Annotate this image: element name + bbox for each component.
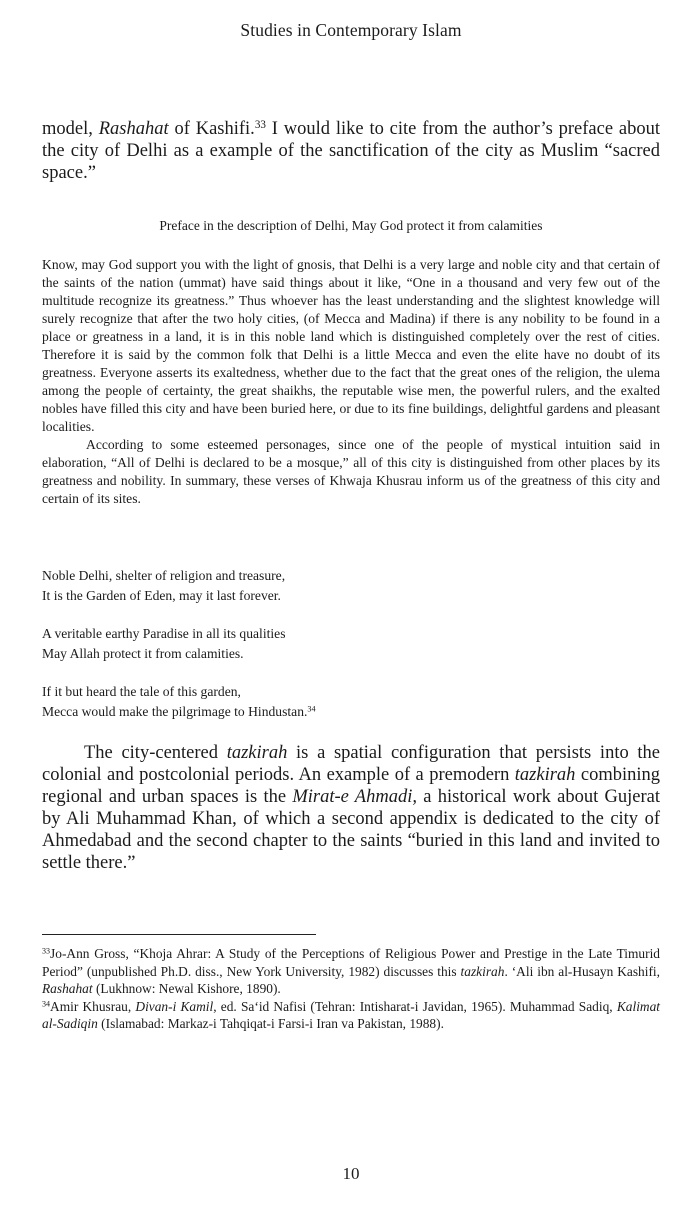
footnote-italic: Divan-i Kamil bbox=[135, 998, 214, 1014]
intro-paragraph bbox=[42, 118, 660, 184]
quote-title: Preface in the description of Delhi, May God protect it from calamities bbox=[159, 218, 543, 233]
verse-line: A veritable earthy Paradise in all its qualities bbox=[42, 626, 286, 641]
verse-line: If it but heard the tale of this garden, bbox=[42, 684, 241, 699]
footnote-number: 33 bbox=[42, 946, 51, 956]
footnotes bbox=[42, 945, 660, 1033]
closing-paragraph bbox=[42, 742, 660, 874]
footnote-italic: Kalimat al-Sadiqin bbox=[42, 998, 660, 1031]
closing-text: is a spatial configuration that persists into the colonial and postcolonial periods. An example of a premodern bbox=[42, 743, 660, 785]
quote-paragraph: According to some esteemed personages, since one of the people of mystical intuition said in elaboration, “All of Delhi is declared to be a mosque,” all of this city is distinguished from other places by its greatness and nobility. In summary, these verses of Khwaja Khusrau inform us of the greatness of this city and certain of its sites. bbox=[42, 437, 660, 506]
footnote-divider bbox=[42, 934, 316, 935]
footnote-33 bbox=[42, 945, 660, 998]
verse-stanza bbox=[42, 682, 316, 721]
footnote-text: (Lukhnow: Newal Kishore, 1890). bbox=[92, 981, 281, 996]
footnote-text: Amir Khusrau, bbox=[50, 998, 136, 1014]
book-page bbox=[42, 0, 660, 1220]
closing-text: combining regional and urban spaces is the bbox=[42, 765, 660, 807]
intro-text: model, bbox=[42, 119, 99, 139]
verse-line: It is the Garden of Eden, may it last forever. bbox=[42, 587, 281, 603]
closing-text: a historical work about Gujerat by Ali Muhammad Khan, of which a second appendix is dedicated to the city of Ahmedabad and the second chapter to the saints “buried in this land and invited to settle there.” bbox=[42, 787, 660, 873]
footnote-ref-33[interactable]: 33 bbox=[254, 118, 266, 131]
closing-italic-term: tazkirah bbox=[514, 765, 576, 785]
closing-italic-term: tazkirah bbox=[226, 743, 288, 763]
verse-line-text: Mecca would make the pilgrimage to Hindustan. bbox=[42, 703, 308, 719]
running-head: Studies in Contemporary Islam bbox=[240, 20, 462, 40]
intro-text: of Kashifi. bbox=[168, 119, 255, 139]
footnote-text: . ‘Ali ibn al-Husayn Kashifi, bbox=[504, 963, 660, 979]
quote-paragraph: Know, may God support you with the light of gnosis, that Delhi is a very large and noble city and that certain of the saints of the nation (ummat) have said things about it like, “One in a thousand and very few out of the multitude recognize its greatness.” Thus whoever has the least understanding and the slightest knowledge will surely recognize that after the two holy cities, (of Mecca and Madina) if there is any nobility to be found in a place or greatness in a land, it is in this noble land which is distinguished completely over the rest of cities. Therefore it is said by the common folk that Delhi is a little Mecca and even the elite have no doubt of its greatness. Everyone asserts its exaltedness, whether due to the fact that the great ones of the religion, the ulema among the people of certainty, the great shaikhs, the reputable wise men, the powerful rulers, and the exalted nobles have filled this city and have been buried here, or due to its fine buildings, delightful gardens and pleasant localities. bbox=[42, 257, 660, 434]
verse-stanza bbox=[42, 624, 286, 663]
footnote-text: Jo-Ann Gross, “Khoja Ahrar: A Study of the Perceptions of Religious Power and Prestige in the Late Timurid Period” (unpublished Ph.D. diss., New York University, 1982) discusses this bbox=[42, 946, 660, 979]
footnote-text: , ed. Sa‘id Nafisi (Tehran: Intisharat-i Javidan, 1965). Muhammad Sadiq, bbox=[213, 998, 617, 1014]
footnote-text: (Islamabad: Markaz-i Tahqiqat-i Farsi-i Iran va Pakistan, 1988). bbox=[97, 1016, 444, 1031]
closing-italic-title: Mirat-e Ahmadi, bbox=[292, 787, 417, 807]
intro-italic-title: Rashahat bbox=[98, 119, 169, 139]
intro-text: I would like to cite from the author’s preface about the city of Delhi as a example of the sanctification of the city as Muslim “sacred space.” bbox=[42, 119, 660, 183]
footnote-34 bbox=[42, 998, 660, 1033]
footnote-number: 34 bbox=[42, 999, 51, 1009]
footnote-ref-34[interactable]: 34 bbox=[307, 704, 316, 714]
verse-line: May Allah protect it from calamities. bbox=[42, 645, 244, 661]
footnote-italic: tazkirah bbox=[460, 963, 505, 979]
block-quote bbox=[42, 256, 660, 508]
verse-line: Noble Delhi, shelter of religion and treasure, bbox=[42, 568, 286, 583]
footnote-italic: Rashahat bbox=[42, 981, 93, 996]
verse-line bbox=[42, 702, 316, 722]
page-number: 10 bbox=[342, 1164, 360, 1183]
verse-stanza bbox=[42, 566, 285, 605]
closing-text: The city-centered bbox=[84, 743, 227, 763]
